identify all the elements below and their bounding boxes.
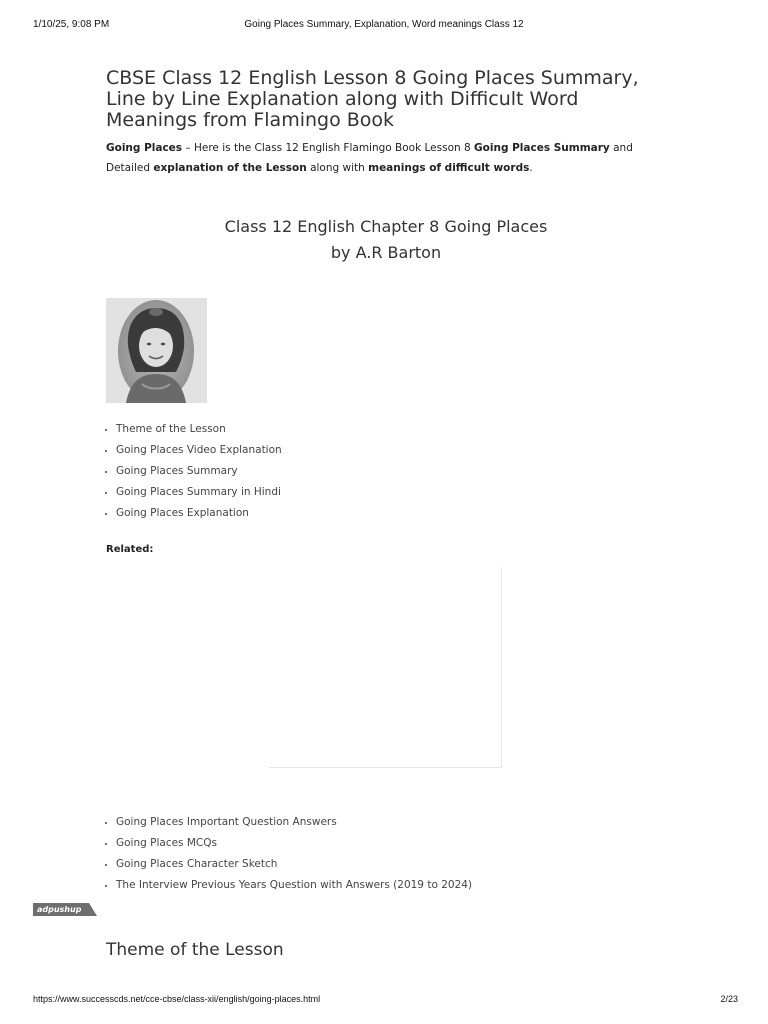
- toc-item-video-explanation[interactable]: [116, 440, 282, 461]
- print-footer-url: https://www.successcds.net/cce-cbse/class-xii/english/going-places.html: [33, 994, 321, 1004]
- related-item-label[interactable]: The Interview Previous Years Question with Answers (2019 to 2024): [116, 879, 473, 891]
- related-item-mcqs[interactable]: [116, 833, 472, 854]
- intro-text-2: and Detailed: [106, 142, 633, 174]
- print-page-title: Going Places Summary, Explanation, Word meanings Class 12: [244, 19, 524, 30]
- related-item-interview-pyq[interactable]: [116, 875, 472, 896]
- toc-item-theme[interactable]: [116, 419, 282, 440]
- table-of-contents: [104, 419, 282, 524]
- related-links-list: [104, 812, 472, 896]
- related-label: Related:: [106, 544, 154, 555]
- intro-bold-word-meanings: meanings of difficult words: [368, 162, 530, 174]
- toc-item-label[interactable]: Going Places Summary: [116, 465, 238, 477]
- adpushup-badge-label: adpushup: [37, 905, 82, 914]
- print-header: [0, 19, 768, 33]
- intro-bold-explanation: explanation of the Lesson: [153, 162, 307, 174]
- related-item-label[interactable]: Going Places Character Sketch: [116, 858, 278, 870]
- chapter-heading-line2: by A.R Barton: [330, 243, 442, 262]
- toc-item-label[interactable]: Going Places Summary in Hindi: [116, 486, 281, 498]
- section-heading-theme: Theme of the Lesson: [106, 940, 284, 960]
- adpushup-badge[interactable]: [33, 903, 97, 916]
- toc-item-summary-hindi[interactable]: [116, 482, 282, 503]
- article-intro: [106, 138, 666, 178]
- toc-item-label[interactable]: Theme of the Lesson: [116, 423, 226, 435]
- article-title: CBSE Class 12 English Lesson 8 Going Places Summary, Line by Line Explanation along with Difficult Word Meanings from Flamingo Book: [106, 67, 639, 131]
- author-portrait-icon: [106, 298, 207, 403]
- toc-item-summary[interactable]: [116, 461, 282, 482]
- print-datetime: 1/10/25, 9:08 PM: [33, 19, 110, 30]
- chapter-heading: [106, 214, 666, 266]
- intro-bold-summary: Going Places Summary: [474, 142, 610, 154]
- chapter-heading-line1: Class 12 English Chapter 8 Going Places: [224, 217, 548, 236]
- related-embed-box: [269, 567, 502, 768]
- author-portrait-image: [106, 298, 207, 403]
- toc-item-label[interactable]: Going Places Video Explanation: [116, 444, 282, 456]
- toc-item-label[interactable]: Going Places Explanation: [116, 507, 249, 519]
- print-footer: [0, 994, 768, 1008]
- intro-text-1: – Here is the Class 12 English Flamingo Book Lesson 8: [182, 142, 475, 154]
- print-page-indicator: 2/23: [720, 994, 738, 1004]
- related-item-character-sketch[interactable]: [116, 854, 472, 875]
- intro-text-3: along with: [306, 162, 369, 174]
- intro-bold-going-places: Going Places: [106, 142, 183, 154]
- related-item-question-answers[interactable]: [116, 812, 472, 833]
- related-item-label[interactable]: Going Places Important Question Answers: [116, 816, 337, 828]
- toc-item-explanation[interactable]: [116, 503, 282, 524]
- intro-text-4: .: [529, 162, 533, 174]
- related-item-label[interactable]: Going Places MCQs: [116, 837, 217, 849]
